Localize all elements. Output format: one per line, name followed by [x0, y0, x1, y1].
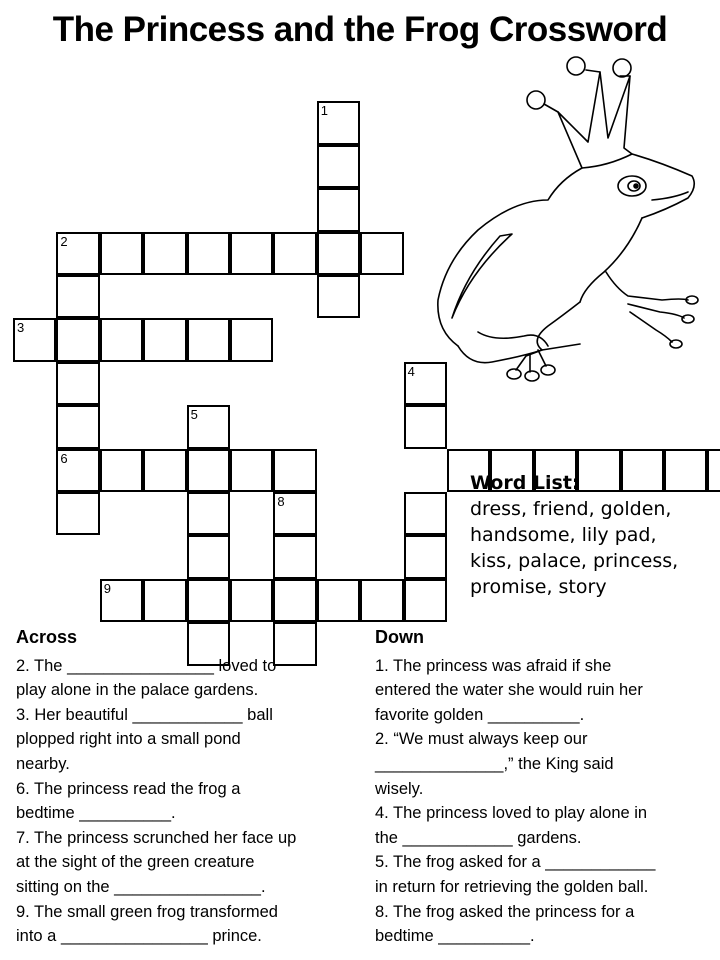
down-clue-line: 2. “We must always keep our — [375, 730, 588, 749]
down-heading: Down — [375, 627, 424, 647]
crossword-cell[interactable] — [230, 318, 273, 361]
crossword-cell[interactable] — [143, 318, 186, 361]
across-clue-line: nearby. — [16, 754, 70, 773]
crossword-cell[interactable] — [317, 101, 360, 144]
crossword-cell[interactable] — [317, 232, 360, 275]
across-clue-line: plopped right into a small pond — [16, 730, 241, 749]
clue-number: 1 — [320, 103, 329, 119]
across-clue-line: 3. Her beautiful ____________ ball — [16, 705, 273, 724]
clue-number: 2 — [60, 233, 68, 249]
down-clue-line: 5. The frog asked for a ____________ — [375, 853, 656, 872]
word-list-line: dress, friend, golden, — [470, 498, 672, 520]
crossword-cell[interactable] — [404, 405, 447, 448]
frog-prince-illustration — [430, 50, 720, 390]
crossword-cell[interactable] — [143, 449, 186, 492]
down-clue-line: wisely. — [375, 779, 424, 798]
crossword-cell[interactable] — [187, 492, 230, 535]
across-clues — [16, 625, 346, 949]
crossword-cell[interactable] — [56, 405, 99, 448]
crossword-cell[interactable] — [187, 405, 230, 448]
crossword-cell[interactable] — [100, 579, 143, 622]
across-clue-line: play alone in the palace gardens. — [16, 681, 259, 700]
down-clue-line: favorite golden __________. — [375, 705, 585, 724]
across-clue-line: 2. The ________________ loved to — [16, 656, 277, 675]
crossword-cell[interactable] — [404, 535, 447, 578]
crossword-cell[interactable] — [56, 275, 99, 318]
clue-number: 3 — [17, 320, 25, 336]
crossword-cell[interactable] — [230, 232, 273, 275]
clue-number: 5 — [190, 407, 198, 423]
down-clue-line: 1. The princess was afraid if she — [375, 656, 612, 675]
crossword-cell[interactable] — [317, 275, 360, 318]
crossword-cell[interactable] — [317, 188, 360, 231]
crossword-cell[interactable] — [317, 145, 360, 188]
crossword-cell[interactable] — [56, 362, 99, 405]
crossword-cell[interactable] — [187, 449, 230, 492]
crossword-cell[interactable] — [187, 318, 230, 361]
word-list — [470, 470, 715, 600]
crossword-cell[interactable] — [13, 318, 56, 361]
word-list-title: Word List: — [470, 472, 580, 494]
crossword-cell[interactable] — [273, 535, 316, 578]
clue-number: 4 — [407, 363, 415, 379]
crossword-cell[interactable] — [360, 232, 403, 275]
across-clue-line: sitting on the ________________. — [16, 877, 266, 896]
across-clue-line: at the sight of the green creature — [16, 853, 255, 872]
crossword-cell[interactable] — [56, 492, 99, 535]
crossword-cell[interactable] — [230, 449, 273, 492]
crossword-cell[interactable] — [143, 232, 186, 275]
crossword-cell[interactable] — [273, 579, 316, 622]
crossword-cell[interactable] — [187, 232, 230, 275]
crossword-cell[interactable] — [273, 232, 316, 275]
down-clue-line: 8. The frog asked the princess for a — [375, 902, 635, 921]
crossword-cell[interactable] — [143, 579, 186, 622]
down-clue-line: entered the water she would ruin her — [375, 681, 643, 700]
across-clue-line: bedtime __________. — [16, 804, 176, 823]
down-clue-line: 4. The princess loved to play alone in — [375, 804, 648, 823]
crossword-cell[interactable] — [56, 318, 99, 361]
down-clue-line: bedtime __________. — [375, 927, 535, 946]
crossword-cell[interactable] — [100, 449, 143, 492]
across-clue-line: 6. The princess read the frog a — [16, 779, 241, 798]
crossword-cell[interactable] — [273, 492, 316, 535]
crossword-cell[interactable] — [317, 579, 360, 622]
crossword-cell[interactable] — [404, 579, 447, 622]
down-clue-line: ______________,” the King said — [375, 754, 614, 773]
down-clue-line: the ____________ gardens. — [375, 828, 582, 847]
word-list-line: promise, story — [470, 576, 607, 598]
page-title: The Princess and the Frog Crossword — [52, 10, 668, 49]
word-list-line: handsome, lily pad, — [470, 524, 657, 546]
crossword-cell[interactable] — [56, 232, 99, 275]
across-clue-line: 7. The princess scrunched her face up — [16, 828, 297, 847]
crossword-cell[interactable] — [360, 579, 403, 622]
crossword-cell[interactable] — [100, 318, 143, 361]
word-list-line: kiss, palace, princess, — [470, 550, 679, 572]
crossword-cell[interactable] — [273, 449, 316, 492]
crossword-cell[interactable] — [404, 492, 447, 535]
clue-number: 6 — [60, 450, 68, 466]
crossword-cell[interactable] — [230, 579, 273, 622]
across-heading: Across — [16, 627, 78, 647]
crossword-cell[interactable] — [100, 232, 143, 275]
across-clue-line: into a ________________ prince. — [16, 927, 262, 946]
across-clue-line: 9. The small green frog transformed — [16, 902, 278, 921]
crossword-cell[interactable] — [187, 579, 230, 622]
clue-number: 9 — [103, 580, 112, 596]
down-clues — [375, 625, 715, 949]
crossword-cell[interactable] — [56, 449, 99, 492]
crossword-cell[interactable] — [187, 535, 230, 578]
down-clue-line: in return for retrieving the golden ball. — [375, 877, 649, 896]
clue-number: 8 — [277, 494, 285, 509]
